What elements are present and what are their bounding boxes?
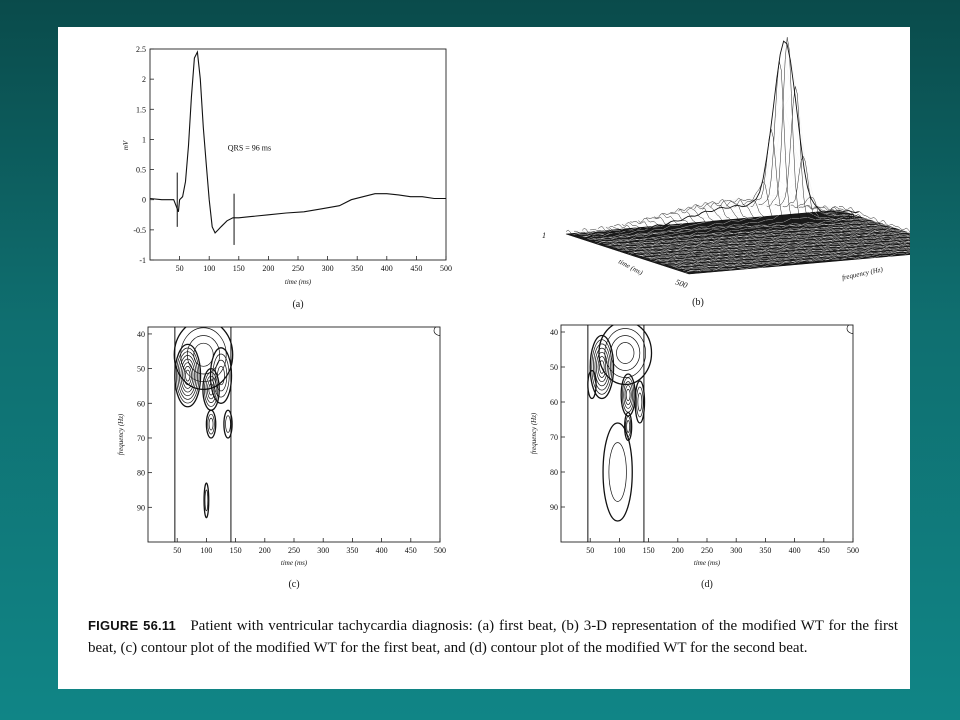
y-axis-label: frequency (Hz) <box>117 413 125 456</box>
y-tick-label: 80 <box>137 468 145 478</box>
y-tick-label: 50 <box>137 364 145 374</box>
x-tick-label: 400 <box>375 546 388 555</box>
panel-letter-d: (d) <box>701 579 713 590</box>
time-tick-label: 1 <box>542 231 546 240</box>
freq-tick-label: 40 <box>845 211 856 222</box>
contour-level <box>226 416 231 433</box>
x-tick-label: 150 <box>642 546 655 555</box>
x-axis-label: time (ms) <box>280 559 308 567</box>
panel-letter-a: (a) <box>292 299 304 310</box>
y-tick-label: 90 <box>137 503 145 513</box>
x-tick-label: 100 <box>203 264 216 273</box>
x-axis-label: time (ms) <box>284 278 312 286</box>
y-tick-label: 40 <box>137 329 145 339</box>
y-tick-label: 0 <box>142 195 146 205</box>
plot-frame <box>150 49 446 260</box>
y-tick-label: 2.5 <box>136 45 146 54</box>
x-tick-label: 150 <box>229 546 242 555</box>
x-tick-label: 250 <box>288 546 300 555</box>
x-tick-label: 300 <box>321 264 334 273</box>
caption-text: Patient with ventricular tachycardia diagnosis: (a) first beat, (b) 3-D representation of the modified WT for the first beat, (c) contour plot of the modified WT for the first beat, and (d) contour plot of the modified WT for the second beat. <box>88 618 898 656</box>
figure-caption <box>88 615 898 659</box>
y-tick-label: 90 <box>550 503 558 512</box>
y-tick-label: -0.5 <box>133 225 146 235</box>
y-tick-label: 0.5 <box>136 165 146 175</box>
contour-level <box>621 374 635 416</box>
x-tick-label: 300 <box>317 546 330 555</box>
x-tick-label: 350 <box>351 264 364 273</box>
figure-svg <box>58 27 910 617</box>
x-tick-label: 50 <box>586 546 595 555</box>
x-tick-label: 400 <box>380 264 393 273</box>
qrs-annotation: QRS = 96 ms <box>227 143 272 153</box>
contour-level <box>205 490 208 511</box>
y-axis-label: frequency (Hz) <box>530 412 538 455</box>
panel-letter-b: (b) <box>692 297 704 308</box>
contour-level <box>616 343 634 364</box>
y-tick-label: 80 <box>550 468 558 477</box>
x-tick-label: 200 <box>258 546 271 555</box>
y-tick-label: -1 <box>139 256 146 265</box>
figure-label: FIGURE 56.11 <box>88 618 176 633</box>
contour-level <box>609 443 627 502</box>
time-tick-label: 500 <box>674 277 689 290</box>
x-tick-label: 350 <box>346 546 359 555</box>
contour-level <box>627 421 630 433</box>
panel-a-waveform-chart <box>122 45 452 310</box>
y-tick-label: 70 <box>550 433 558 442</box>
contour-lines <box>588 322 859 522</box>
y-tick-label: 70 <box>137 433 145 443</box>
y-tick-label: 40 <box>550 328 558 337</box>
y-tick-label: 2 <box>142 75 146 85</box>
x-tick-label: 200 <box>671 546 684 555</box>
x-tick-label: 250 <box>701 546 713 555</box>
panel-b-3d-surface <box>542 37 910 308</box>
y-tick-label: 1 <box>142 135 146 145</box>
y-tick-label: 60 <box>550 398 558 407</box>
x-tick-label: 500 <box>847 546 859 555</box>
plot-frame <box>148 327 440 542</box>
x-tick-label: 250 <box>292 264 304 273</box>
contour-level <box>175 344 201 406</box>
x-tick-label: 450 <box>410 264 423 273</box>
x-tick-label: 150 <box>232 264 245 273</box>
x-tick-label: 450 <box>817 546 830 555</box>
contour-level <box>210 348 231 403</box>
x-tick-label: 450 <box>404 546 417 555</box>
freq-axis-label: frequency (Hz) <box>841 265 884 282</box>
surface-peak-outline <box>586 41 859 238</box>
surface-mesh-line <box>585 59 858 237</box>
panel-letter-c: (c) <box>288 579 300 590</box>
y-tick-label: 60 <box>137 399 145 409</box>
x-axis-label: time (ms) <box>693 559 721 567</box>
panel-c-contour-chart <box>117 320 446 590</box>
y-axis-label: mV <box>122 140 130 151</box>
contour-level <box>187 335 219 374</box>
x-tick-label: 500 <box>434 546 446 555</box>
contour-level <box>179 355 196 395</box>
x-tick-label: 50 <box>173 546 182 555</box>
y-tick-label: 50 <box>550 363 558 372</box>
x-tick-label: 100 <box>200 546 213 555</box>
contour-level <box>611 336 640 371</box>
contour-level <box>638 393 642 411</box>
x-tick-label: 400 <box>788 546 801 555</box>
x-tick-label: 500 <box>440 264 452 273</box>
contour-lines <box>174 320 446 518</box>
y-tick-label: 1.5 <box>136 105 146 115</box>
x-tick-label: 300 <box>730 546 743 555</box>
ecg-series-line <box>150 52 446 233</box>
contour-level <box>626 389 630 400</box>
x-tick-label: 200 <box>262 264 275 273</box>
x-tick-label: 50 <box>175 264 184 273</box>
contour-level <box>622 378 633 412</box>
figure-page <box>58 27 910 689</box>
time-axis-label: time (ms) <box>617 257 645 277</box>
contour-level <box>603 423 632 521</box>
contour-level <box>209 418 213 430</box>
x-tick-label: 350 <box>759 546 772 555</box>
panel-d-contour-chart <box>530 322 859 591</box>
x-tick-label: 100 <box>613 546 626 555</box>
